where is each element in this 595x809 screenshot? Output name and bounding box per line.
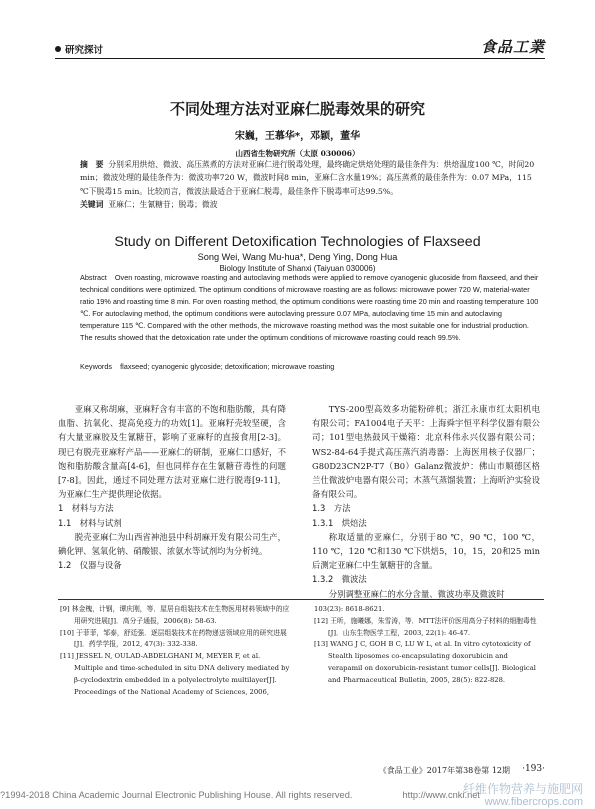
abstract-cn-text: 分别采用烘焙、微波、高压蒸煮的方法对亚麻仁进行脱毒处理，最终确定烘焙处理的最佳条件为：烘焙温度100 ℃，时间20 min；微波处理的最佳条件为：微波功率720 W，微波时间8 min，亚麻仁含水量19%；高压蒸煮的最佳条件为：0.07 MPa，115 ℃下脱毒15 min。比较而言，微波法最适合于亚麻仁脱毒，最佳条件下脱毒率可达99.5%。 (80, 160, 535, 196)
affiliation-cn: 山西省生物研究所（太原 030006） (235, 149, 360, 158)
copyright-link[interactable]: http://www.cnki.net (402, 790, 480, 800)
subsection-heading-roasting: 1.3.1 烘焙法 (312, 517, 367, 528)
watermark-text: 纤维作物营养与施肥网 (462, 782, 583, 796)
page-number: ·193· (522, 764, 545, 774)
body-column-left (58, 402, 286, 572)
reagents-paragraph: 脱壳亚麻仁为山西省神池县中科胡麻开发有限公司生产，碘化钾、氢氧化钠、硝酸银、浓氨水等试剂均为分析纯。 (58, 531, 286, 557)
subsection-heading-methods: 1.3 方法 (312, 503, 351, 514)
body-column-right (312, 402, 540, 601)
reference-item: 103(23): 8618-8621. (314, 605, 385, 613)
header-rule (55, 58, 545, 59)
keywords-en-text: flaxseed; cyanogenic glycoside; detoxification; microwave roasting (120, 362, 335, 371)
references-rule (58, 599, 544, 600)
instruments-paragraph: TYS-200型高效多功能粉碎机；浙江永康市红太阳机电有限公司；FA1004电子天平：上海舜宇恒平科学仪器有限公司；101型电热鼓风干燥箱：北京科伟永兴仪器有限公司；WS2-84-64手提式高压蒸汽消毒器：上海医用核子仪器厂；G80D23CN2P-T7（B0）Galanz微波炉：佛山市顺德区格兰仕微波炉电器有限公司；木蒸气蒸馏装置；上海昕沪实验设备有限公司。 (312, 404, 540, 500)
microwave-paragraph: 分别调整亚麻仁的水分含量、微波功率及微波时 (328, 588, 505, 599)
abstract-cn (80, 158, 542, 198)
intro-paragraph: 亚麻又称胡麻，亚麻籽含有丰富的不饱和脂肪酸，具有降血脂、抗氧化、提高免疫力的功效[1]。亚麻籽壳较坚硬，含有大量亚麻胶及生氰糖苷，影响了亚麻籽的直接食用[2-3]。现已有脱壳亚麻籽产品——亚麻仁的研制，亚麻仁口感好，不饱和脂肪酸含量高[4-6]，但也同样存在生氰糖苷毒性的问题[7-8]。因此，通过不同处理方法对亚麻仁进行脱毒[9-11]，为亚麻仁生产提供理论依据。 (58, 404, 286, 500)
subsection-heading-instruments: 1.2 仪器与设备 (58, 560, 122, 571)
keywords-cn-text: 亚麻仁；生氰糖苷；脱毒；微波 (108, 200, 218, 209)
reference-item: [11] JESSEL N, OULAD-ABDELGHANI M, MEYER F, et al. Multiple and time-scheduled in situ DNA delivery mediated by β-cyclodextrin embedded in a polyelectrolyte multilayer[J]. Proceedings of the National Academy of Sciences, 2006, (60, 652, 290, 696)
reference-item: [9] 林金槐，计钢，谭庆刚，等．屋居自组装技术在生物医用材料领域中的应用研究进展[J]．高分子通报，2006(8): 58-63. (60, 605, 290, 625)
keywords-cn-label: 关键词 (80, 200, 104, 209)
reference-item: [12] 王昕，施曦娜，朱雪涛，等．MTT法评价医用高分子材料的细胞毒性[J]．山东生物医学工程，2003, 22(1): 46-47. (314, 616, 537, 637)
authors-en: Song Wei, Wang Mu-hua*, Deng Ying, Dong Hua (197, 252, 398, 262)
subsection-heading-microwave: 1.3.2 微波法 (312, 574, 367, 585)
section-heading-materials: 1 材料与方法 (58, 503, 114, 514)
watermark (463, 783, 583, 809)
roasting-paragraph: 称取适量的亚麻仁，分别于80 ℃，90 ℃，100 ℃，110 ℃，120 ℃和130 ℃下烘焙5，10，15，20和25 min后测定亚麻仁中生氰糖苷的含量。 (312, 531, 540, 571)
abstract-en-label: Abstract (80, 273, 107, 282)
affiliation-en: Biology Institute of Shanxi (Taiyuan 030006) (219, 264, 376, 273)
keywords-en (80, 362, 542, 371)
references-left (60, 604, 290, 698)
copyright-notice: ?1994-2018 China Academic Journal Electronic Publishing House. All rights reserved. (0, 790, 353, 800)
keywords-en-label: Keywords (80, 362, 113, 371)
footer-journal-issue: 《食品工业》2017年第38卷第 12期 (378, 766, 510, 775)
reference-item: [10] 于菲菲，邹泰，舒廷强．逐层组装技术在药物递送领域应用的研究进展[J]．药学学报，2012, 47(3): 332-338. (60, 628, 287, 649)
journal-logo: 食品工業 (480, 38, 545, 56)
title-en: Study on Different Detoxification Technologies of Flaxseed (114, 234, 481, 250)
abstract-en (80, 272, 542, 344)
keywords-cn (80, 198, 542, 211)
authors-cn: 宋巍，王慕华*，邓颖，董华 (234, 131, 361, 142)
abstract-en-text: Oven roasting, microwave roasting and autoclaving methods were applied to remove cyanogenic glucoside from flaxseed, and their technical conditions were optimized. The optimum conditions of microwave roasting are as follows: microwave power 720 W, material-water ratio 19% and roasting time 8 min. For oven roasting method, the optimum conditions were roasting time 20 min and roasting temperature 100 ℃. For autoclaving method, the optimum conditions were autoclaving pressure 0.07 MPa, autoclaving time 15 min and autoclaving temperature 115 ℃. Compared with the other methods, the microwave roasting method was the most suitable one for industrial production. The results showed that the detoxication rate under the optimum conditions of microwave roasting could reach 99.5%. (80, 273, 539, 342)
abstract-cn-label: 摘 要 (80, 160, 104, 169)
references-right (314, 604, 544, 687)
title-cn: 不同处理方法对亚麻仁脱毒效果的研究 (169, 100, 425, 118)
subsection-heading-reagents: 1.1 材料与试剂 (58, 517, 122, 528)
bullet-icon (55, 46, 61, 52)
watermark-url: www.fibercrops.com (484, 796, 583, 808)
section-tag: 研究探讨 (55, 42, 103, 56)
reference-item: [13] WANG J C, GOH B C, LU W L, et al. In vitro cytotoxicity of Stealth liposomes co-encapsulating doxorubicin and verapamil on doxorubicin-resistant tumor cells[J]. Biological and Pharmaceutical Bulletin, 2005, 28(5): 822-828. (314, 640, 536, 684)
